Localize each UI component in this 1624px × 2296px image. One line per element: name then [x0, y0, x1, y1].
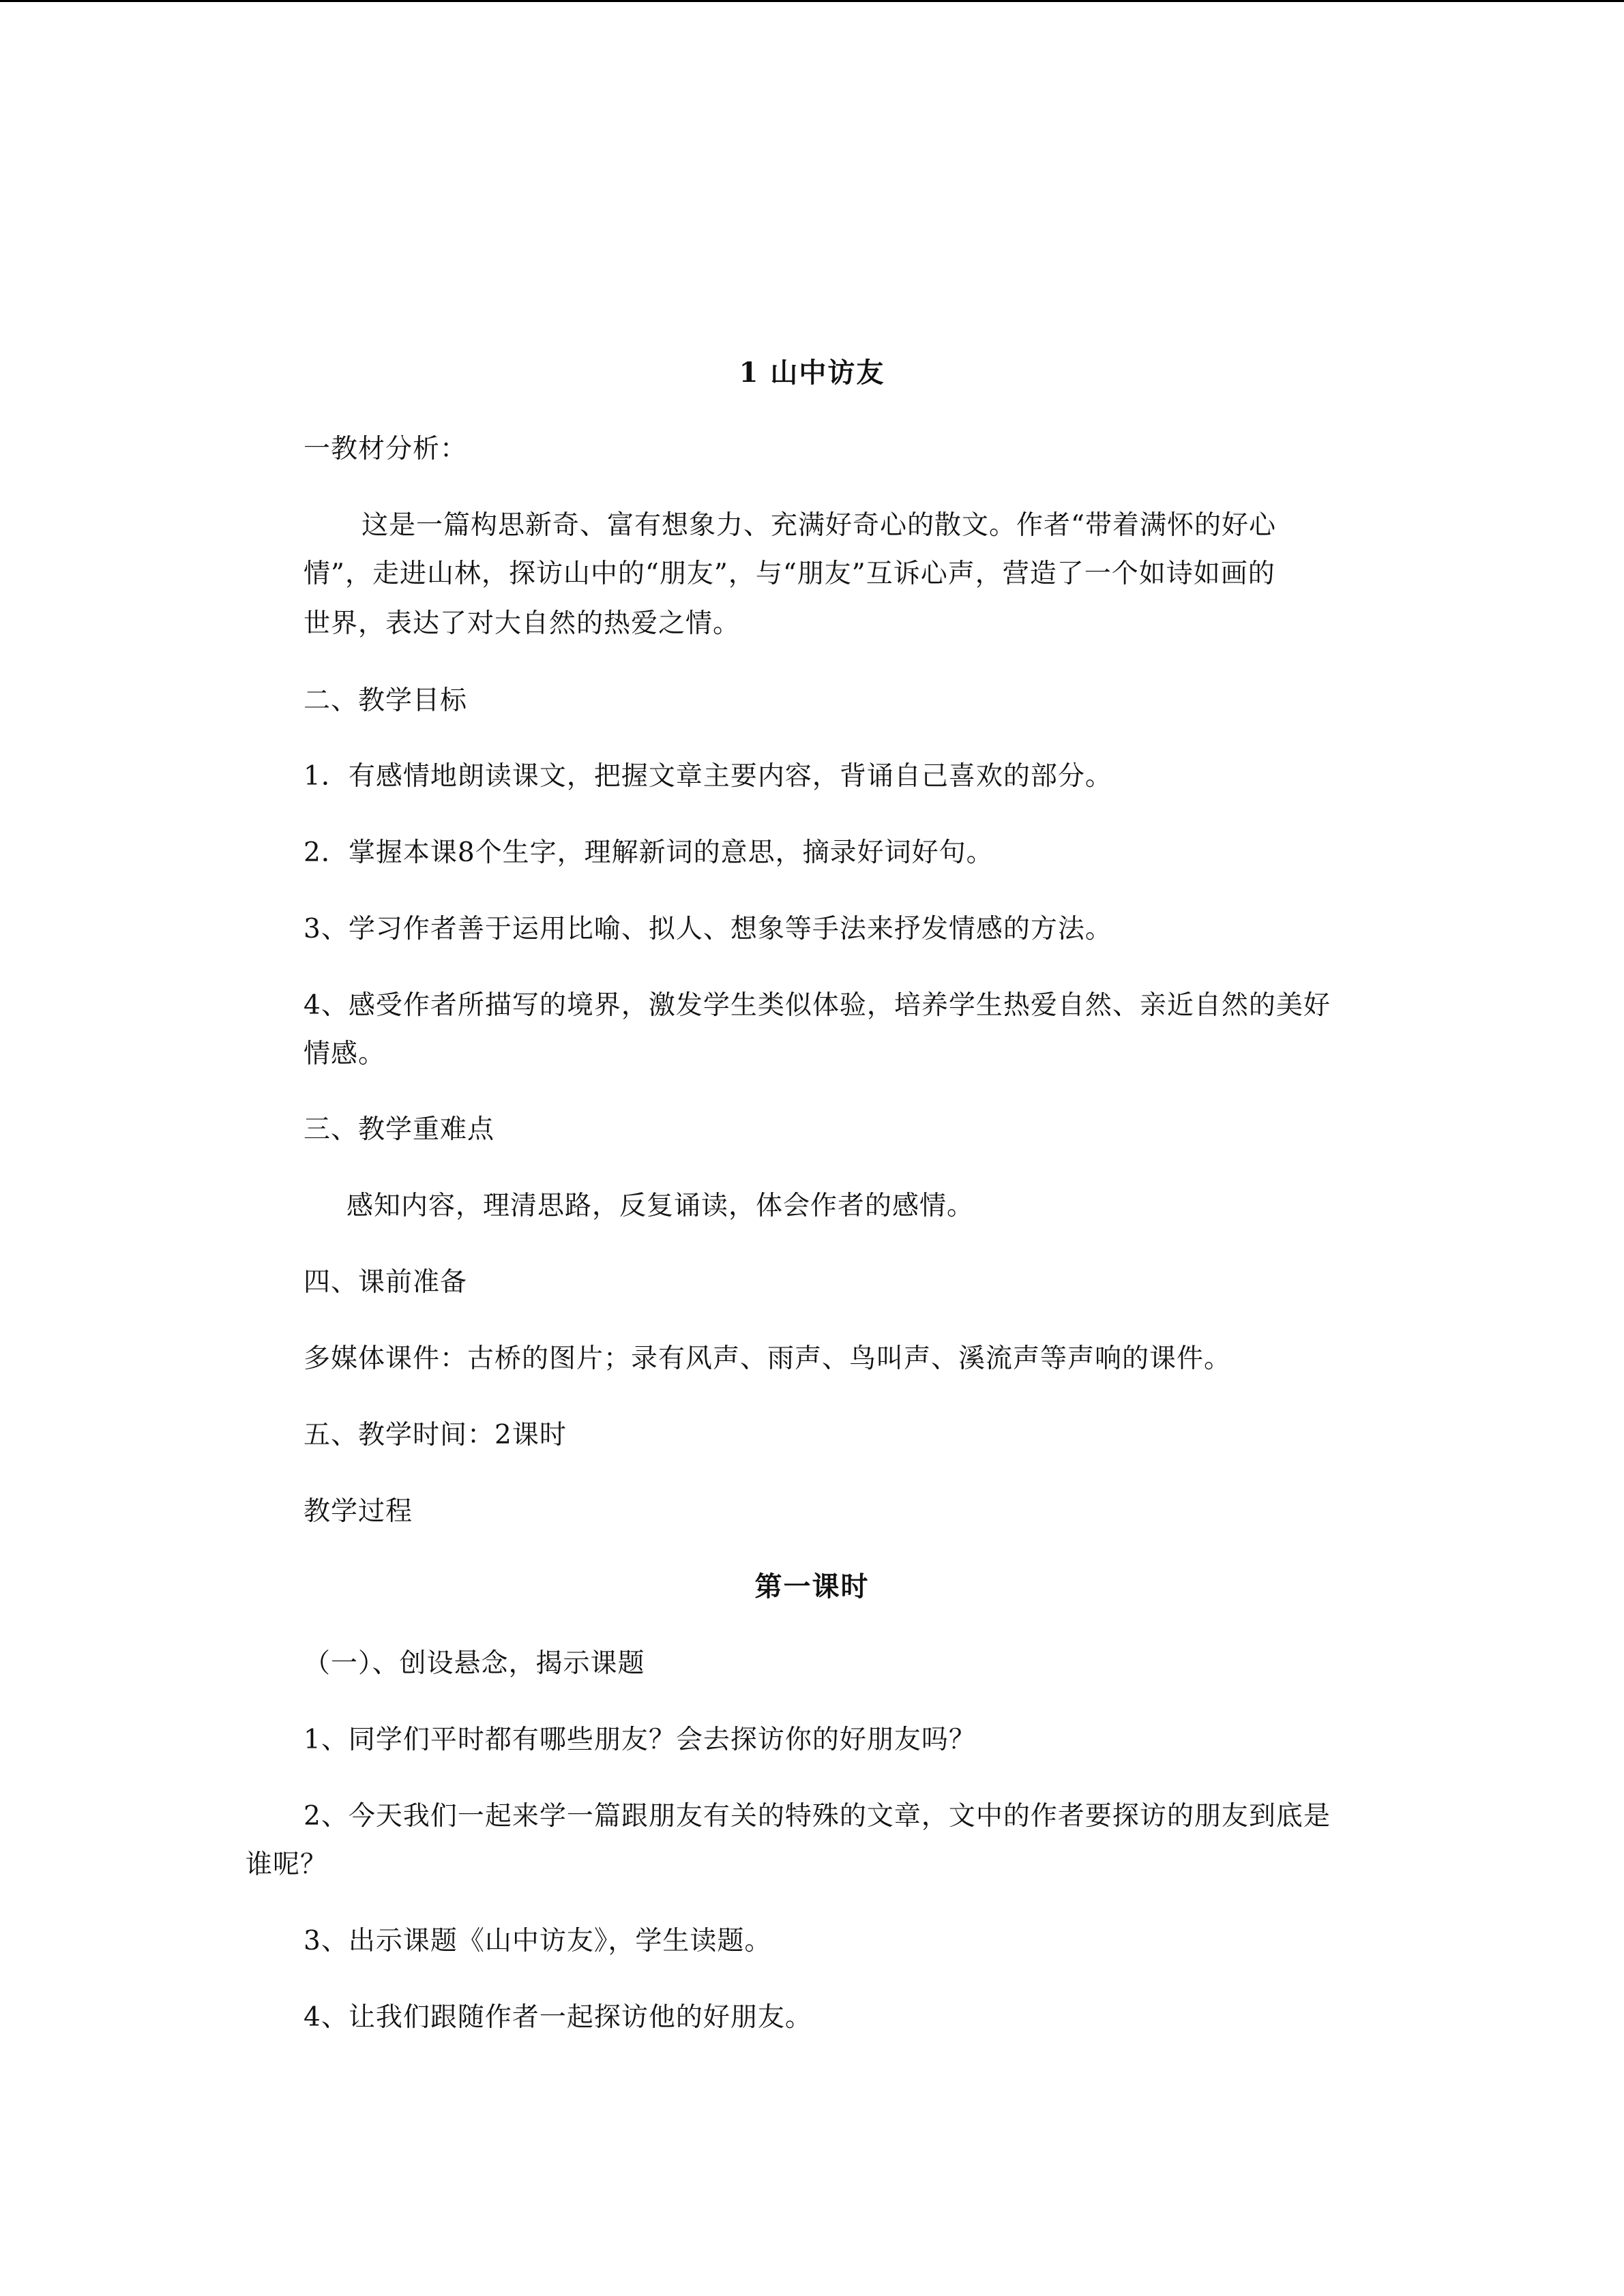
step-3: 3、出示课题《山中访友》，学生读题。 — [304, 1926, 772, 1956]
section-heading-material-analysis: 一教材分析： — [304, 434, 468, 464]
teaching-goal-4-line-1: 4、感受作者所描写的境界，激发学生类似体验，培养学生热爱自然、亲近自然的美好 — [304, 990, 1331, 1021]
material-analysis-line-2: 情”，走进山林，探访山中的“朋友”，与“朋友”互诉心声，营造了一个如诗如画的 — [304, 558, 1275, 589]
lesson-title: 第一课时 — [754, 1570, 870, 1602]
step-2-line-2: 谁呢？ — [246, 1849, 328, 1880]
section-heading-preparation: 四、课前准备 — [304, 1267, 468, 1298]
teaching-goal-3: 3、学习作者善于运用比喻、拟人、想象等手法来抒发情感的方法。 — [304, 914, 1112, 944]
teaching-process-heading: 教学过程 — [304, 1496, 413, 1527]
part-1-heading: （一）、创设悬念，揭示课题 — [304, 1648, 645, 1679]
material-analysis-line-3: 世界，表达了对大自然的热爱之情。 — [304, 608, 741, 639]
preparation-text: 多媒体课件：古桥的图片；录有风声、雨声、鸟叫声、溪流声等声响的课件。 — [304, 1343, 1232, 1374]
document-title: 1 山中访友 — [739, 357, 885, 389]
material-analysis-line-1: 这是一篇构思新奇、富有想象力、充满好奇心的散文。作者“带着满怀的好心 — [361, 510, 1276, 541]
section-heading-teaching-goals: 二、教学目标 — [304, 685, 468, 716]
section-heading-key-points: 三、教学重难点 — [304, 1114, 495, 1145]
teaching-goal-4-line-2: 情感。 — [304, 1039, 386, 1069]
teaching-goal-1: 1．有感情地朗读课文，把握文章主要内容，背诵自己喜欢的部分。 — [304, 761, 1112, 792]
step-2-line-1: 2、今天我们一起来学一篇跟朋友有关的特殊的文章，文中的作者要探访的朋友到底是 — [304, 1801, 1331, 1832]
step-4: 4、让我们跟随作者一起探访他的好朋友。 — [304, 2002, 812, 2033]
step-1: 1、同学们平时都有哪些朋友？会去探访你的好朋友吗？ — [304, 1725, 976, 1755]
section-heading-teaching-time: 五、教学时间：2课时 — [304, 1420, 567, 1450]
teaching-goal-2: 2．掌握本课8个生字，理解新词的意思，摘录好词好句。 — [304, 837, 994, 868]
key-points-text: 感知内容，理清思路，反复诵读，体会作者的感情。 — [346, 1191, 975, 1221]
